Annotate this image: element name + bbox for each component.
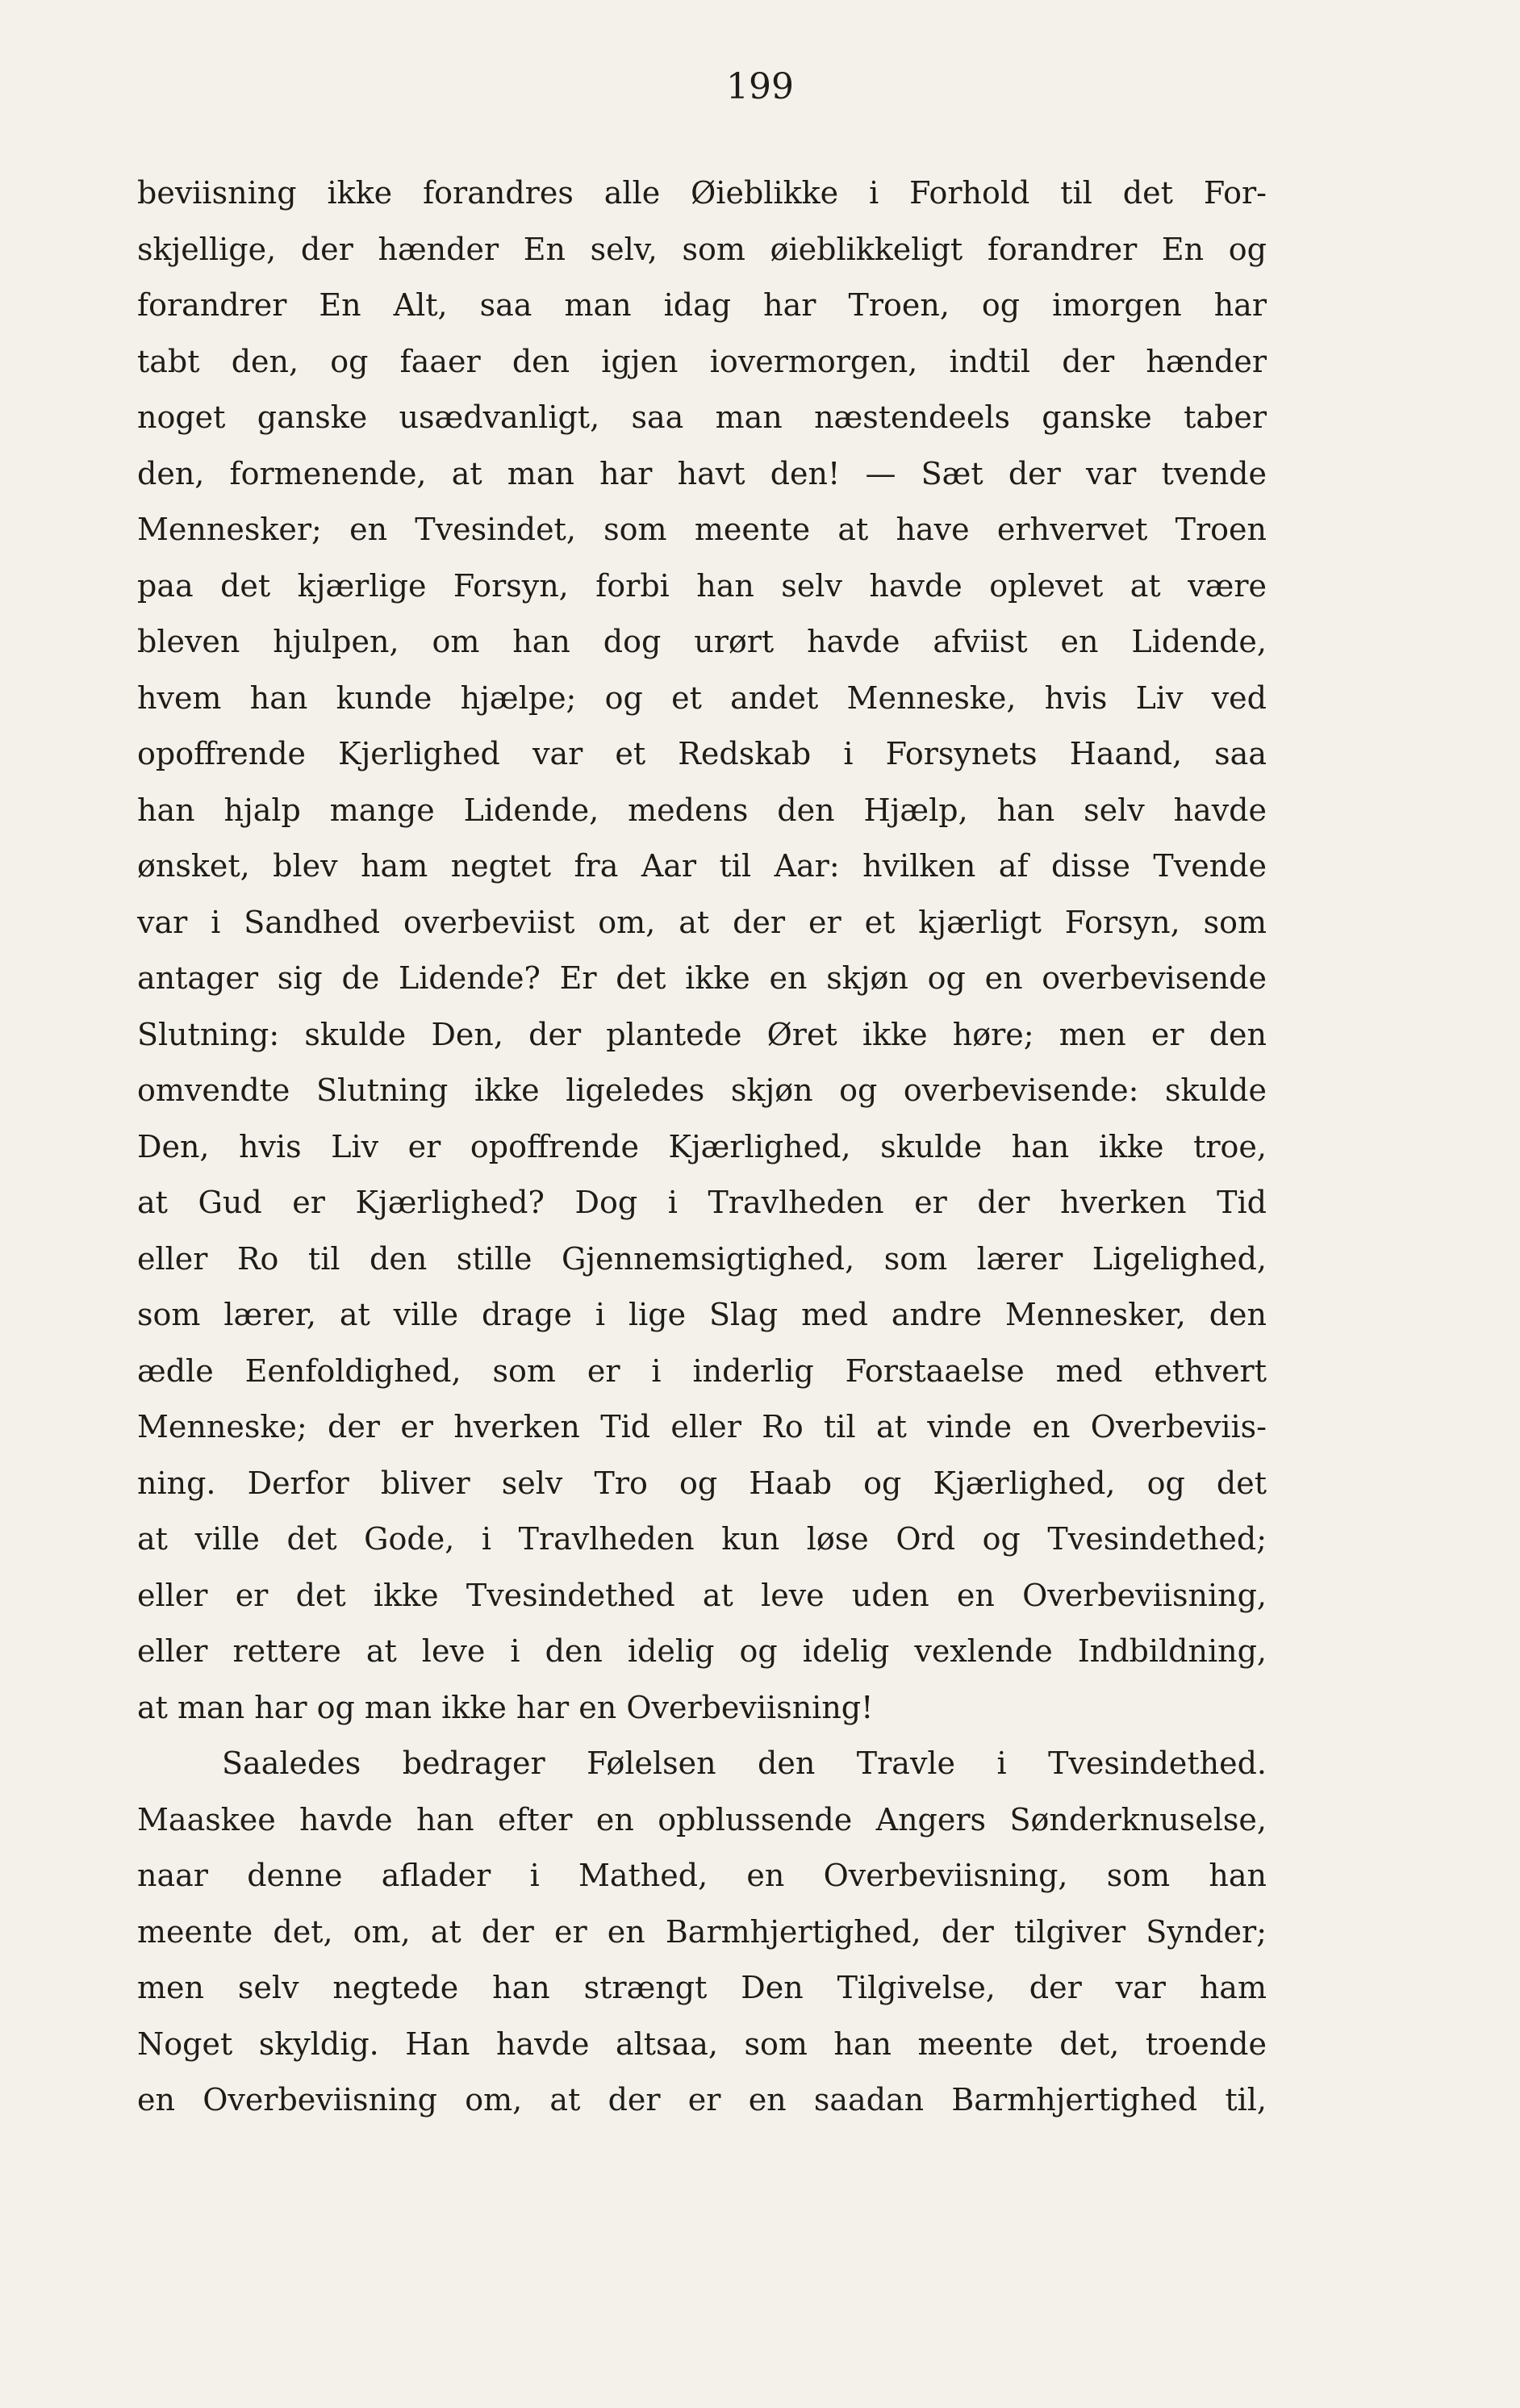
text-line: Maaskee havde han efter en opblussende Angers Sønderknuselse, [137, 1801, 1267, 1837]
text-line: Slutning: skulde Den, der plantede Øret ikke høre; men er den [137, 1016, 1267, 1052]
text-line: Menneske; der er hverken Tid eller Ro til at vinde en Overbeviis- [137, 1409, 1267, 1444]
text-line: eller er det ikke Tvesindethed at leve uden en Overbeviisning, [137, 1577, 1267, 1613]
text-line: at man har og man ikke har en Overbeviisning! [137, 1689, 874, 1725]
text-line: Saaledes bedrager Følelsen den Travle i Tvesindethed. [222, 1745, 1267, 1781]
page-number: 199 [726, 66, 794, 107]
text-line: han hjalp mange Lidende, medens den Hjælp, han selv havde [137, 792, 1267, 828]
text-line: naar denne aflader i Mathed, en Overbeviisning, som han [137, 1858, 1267, 1893]
text-line: skjellige, der hænder En selv, som øieblikkeligt forandrer En og [137, 231, 1267, 267]
text-line: den, formenende, at man har havt den! — Sæt der var tvende [137, 455, 1267, 491]
text-line: noget ganske usædvanligt, saa man næstendeels ganske taber [137, 399, 1267, 435]
text-line: Mennesker; en Tvesindet, som meente at have erhvervet Troen [137, 512, 1267, 547]
body-text [137, 165, 1267, 2129]
text-line: Den, hvis Liv er opoffrende Kjærlighed, skulde han ikke troe, [137, 1128, 1267, 1164]
text-line: omvendte Slutning ikke ligeledes skjøn og overbevisende: skulde [137, 1072, 1267, 1108]
text-line: paa det kjærlige Forsyn, forbi han selv havde oplevet at være [137, 567, 1267, 604]
text-line: antager sig de Lidende? Er det ikke en skjøn og en overbevisende [137, 960, 1267, 996]
text-line: at ville det Gode, i Travlheden kun løse Ord og Tvesindethed; [137, 1521, 1267, 1557]
text-line: ning. Derfor bliver selv Tro og Haab og Kjærlighed, og det [137, 1465, 1267, 1501]
text-line: eller Ro til den stille Gjennemsigtighed, som lærer Ligelighed, [137, 1240, 1267, 1277]
text-line: ønsket, blev ham negtet fra Aar til Aar: hvilken af disse Tvende [137, 848, 1267, 884]
text-line: bleven hjulpen, om han dog urørt havde afviist en Lidende, [137, 624, 1267, 659]
text-line: Noget skyldig. Han havde altsaa, som han meente det, troende [137, 2025, 1267, 2062]
text-line: men selv negtede han strængt Den Tilgivelse, der var ham [137, 1970, 1267, 2005]
text-line: beviisning ikke forandres alle Øieblikke i Forhold til det For- [137, 175, 1267, 211]
text-line: ædle Eenfoldighed, som er i inderlig Forstaaelse med ethvert [137, 1352, 1267, 1389]
text-line: at Gud er Kjærlighed? Dog i Travlheden er der hverken Tid [137, 1185, 1267, 1220]
text-line: var i Sandhed overbeviist om, at der er et kjærligt Forsyn, som [137, 904, 1267, 940]
text-line: meente det, om, at der er en Barmhjertighed, der tilgiver Synder; [137, 1913, 1267, 1950]
text-line: opoffrende Kjerlighed var et Redskab i Forsynets Haand, saa [137, 736, 1267, 771]
text-line: eller rettere at leve i den idelig og idelig vexlende Indbildning, [137, 1633, 1267, 1669]
text-line: som lærer, at ville drage i lige Slag med andre Mennesker, den [137, 1297, 1267, 1332]
text-line: forandrer En Alt, saa man idag har Troen, og imorgen har [137, 287, 1267, 323]
text-line: hvem han kunde hjælpe; og et andet Menneske, hvis Liv ved [137, 679, 1267, 716]
text-line: tabt den, og faaer den igjen iovermorgen, indtil der hænder [137, 343, 1267, 379]
text-line: en Overbeviisning om, at der er en saadan Barmhjertighed til, [137, 2082, 1267, 2117]
